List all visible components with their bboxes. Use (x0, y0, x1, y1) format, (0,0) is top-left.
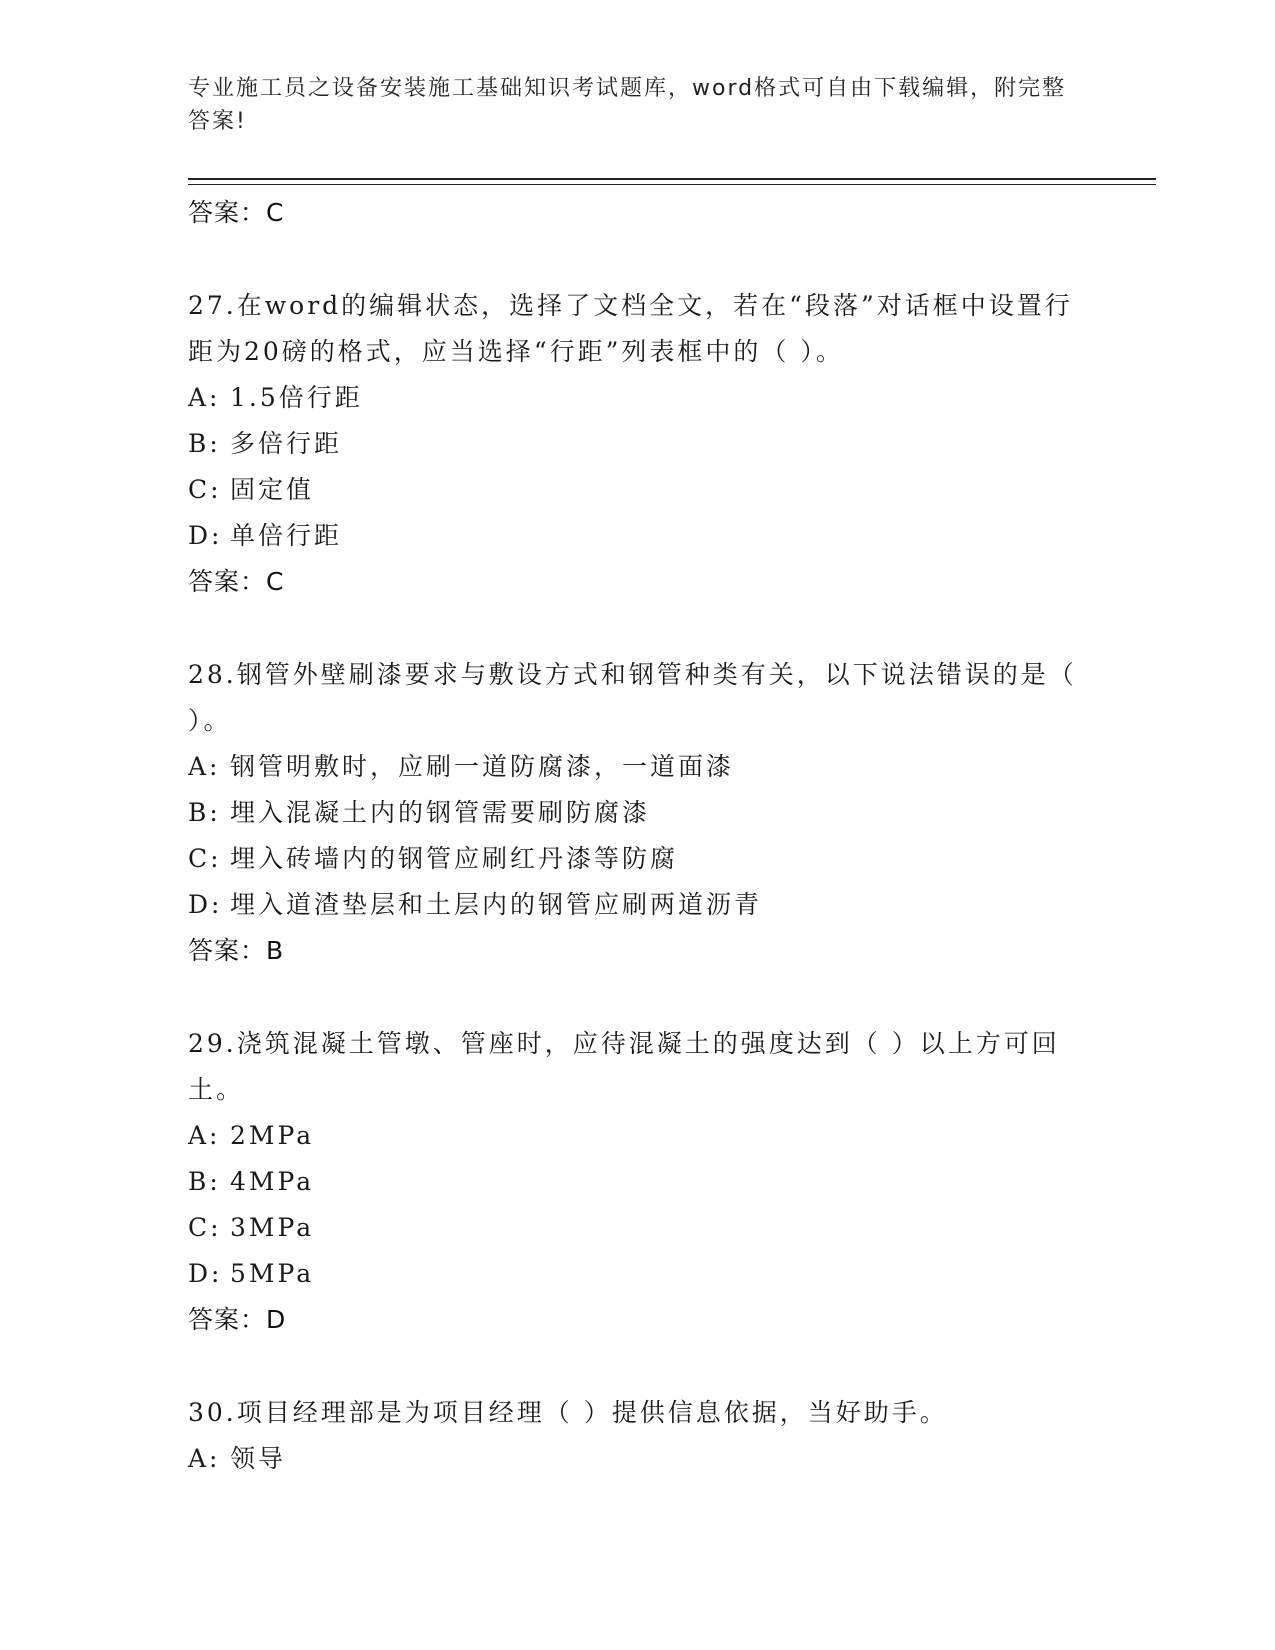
option-text: 钢管明敷时，应刷一道防腐漆，一道面漆 (230, 752, 735, 781)
option-text: 领导 (230, 1444, 287, 1473)
option-text: 4MPa (230, 1167, 315, 1196)
option-letter: A: (188, 752, 221, 781)
option-letter: D: (188, 890, 223, 919)
option-text: 3MPa (230, 1213, 315, 1242)
option-letter: D: (188, 521, 223, 550)
option-letter: B: (188, 1167, 221, 1196)
option-b (188, 790, 1088, 836)
question-text: 29.浇筑混凝土管墩、管座时，应待混凝土的强度达到（ ）以上方可回土。 (188, 1029, 1060, 1104)
option-c (188, 836, 1088, 882)
option-c (188, 467, 1088, 513)
spacer (188, 236, 1088, 283)
question-list (188, 190, 1088, 1482)
option-letter: A: (188, 1121, 221, 1150)
option-a (188, 1113, 1088, 1159)
option-b (188, 421, 1088, 467)
option-letter: C: (188, 475, 222, 504)
option-letter: B: (188, 429, 221, 458)
option-text: 多倍行距 (230, 429, 343, 458)
option-d (188, 513, 1088, 559)
option-a (188, 1436, 1088, 1482)
option-text: 埋入道渣垫层和土层内的钢管应刷两道沥青 (230, 890, 763, 919)
option-text: 固定值 (230, 475, 315, 504)
header-rule-thin (188, 184, 1156, 185)
option-c (188, 1205, 1088, 1251)
option-text: 单倍行距 (230, 521, 343, 550)
question-text: 27.在word的编辑状态，选择了文档全文，若在“段落”对话框中设置行距为20磅的格式，应当选择“行距”列表框中的（ ）。 (188, 291, 1073, 366)
option-letter: C: (188, 844, 222, 873)
option-letter: A: (188, 383, 221, 412)
question-text: 28.钢管外壁刷漆要求与敷设方式和钢管种类有关，以下说法错误的是（ ）。 (188, 660, 1077, 735)
spacer (188, 1343, 1088, 1390)
option-a (188, 375, 1088, 421)
option-text: 埋入砖墙内的钢管应刷红丹漆等防腐 (230, 844, 679, 873)
option-a (188, 744, 1088, 790)
option-letter: A: (188, 1444, 221, 1473)
option-text: 5MPa (230, 1259, 315, 1288)
answer-line: 答案：C (188, 567, 285, 596)
option-text: 埋入混凝土内的钢管需要刷防腐漆 (230, 798, 651, 827)
answer-line: 答案：B (188, 936, 285, 965)
option-d (188, 882, 1088, 928)
option-text: 1.5倍行距 (230, 383, 363, 412)
option-d (188, 1251, 1088, 1297)
spacer (188, 974, 1088, 1021)
option-b (188, 1159, 1088, 1205)
document-header: 专业施工员之设备安装施工基础知识考试题库，word格式可自由下载编辑，附完整答案! (188, 76, 1067, 134)
option-letter: C: (188, 1213, 222, 1242)
option-letter: D: (188, 1259, 223, 1288)
answer-line: 答案：D (188, 1305, 287, 1334)
header-rule-thick (188, 178, 1156, 180)
option-letter: B: (188, 798, 221, 827)
option-text: 2MPa (230, 1121, 315, 1150)
spacer (188, 605, 1088, 652)
answer-line: 答案：C (188, 198, 285, 227)
question-text: 30.项目经理部是为项目经理（ ）提供信息依据，当好助手。 (188, 1398, 948, 1427)
